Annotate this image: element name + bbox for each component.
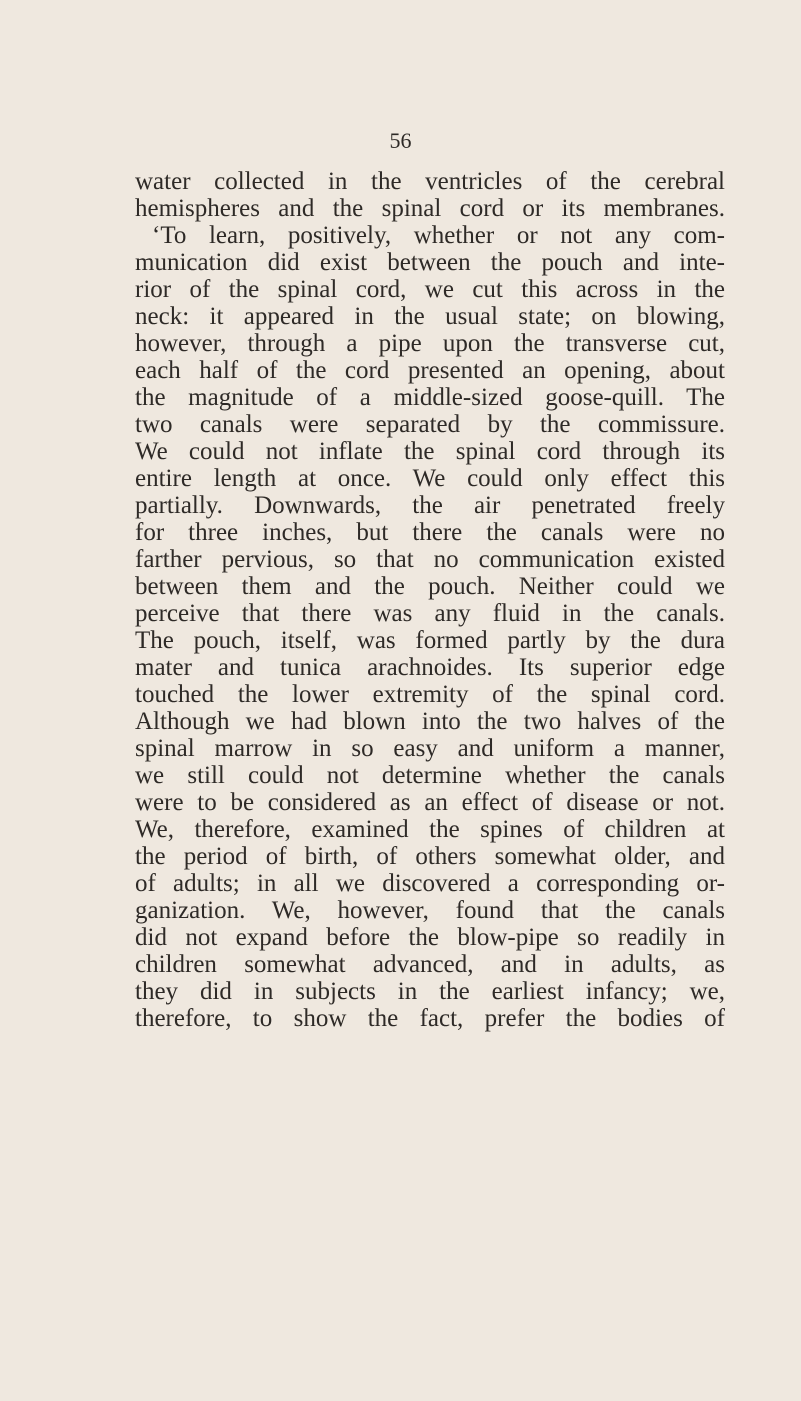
text-line: of adults; in all we discovered a corresponding or- (135, 870, 725, 897)
text-line: children somewhat advanced, and in adults, as (135, 951, 725, 978)
text-line: we still could not determine whether the canals (135, 762, 725, 789)
text-line: entire length at once. We could only effect this (135, 465, 725, 492)
text-line: ganization. We, however, found that the canals (135, 897, 725, 924)
text-line: Although we had blown into the two halves of the (135, 708, 725, 735)
text-line: We could not inflate the spinal cord through its (135, 438, 725, 465)
text-line: partially. Downwards, the air penetrated freely (135, 492, 725, 519)
text-line: the period of birth, of others somewhat older, and (135, 843, 725, 870)
text-line: two canals were separated by the commissure. (135, 411, 725, 438)
text-line: neck: it appeared in the usual state; on blowing, (135, 303, 725, 330)
text-line: rior of the spinal cord, we cut this across in the (135, 276, 725, 303)
text-line: ‘To learn, positively, whether or not any com- (152, 222, 725, 249)
text-line: The pouch, itself, was formed partly by the dura (135, 627, 725, 654)
text-line: were to be considered as an effect of disease or not. (135, 789, 725, 816)
text-line: mater and tunica arachnoides. Its superior edge (135, 654, 725, 681)
text-line: the magnitude of a middle-sized goose-quill. The (135, 384, 725, 411)
text-line: perceive that there was any fluid in the canals. (135, 600, 725, 627)
text-line: touched the lower extremity of the spinal cord. (135, 681, 725, 708)
text-line: for three inches, but there the canals were no (135, 519, 725, 546)
text-line: water collected in the ventricles of the cerebral (135, 168, 725, 195)
text-line: therefore, to show the fact, prefer the bodies of (135, 1005, 725, 1032)
text-line: munication did exist between the pouch and inte- (135, 249, 725, 276)
text-line: spinal marrow in so easy and uniform a manner, (135, 735, 725, 762)
text-line: hemispheres and the spinal cord or its membranes. (135, 195, 725, 222)
text-line: however, through a pipe upon the transverse cut, (135, 330, 725, 357)
body-text (135, 168, 725, 1032)
text-line: did not expand before the blow-pipe so readily in (135, 924, 725, 951)
text-line: We, therefore, examined the spines of children at (135, 816, 725, 843)
text-line: farther pervious, so that no communication existed (135, 546, 725, 573)
text-line: between them and the pouch. Neither could we (135, 573, 725, 600)
page-number: 56 (389, 128, 412, 153)
text-line: each half of the cord presented an opening, about (135, 357, 725, 384)
text-line: they did in subjects in the earliest infancy; we, (135, 978, 725, 1005)
